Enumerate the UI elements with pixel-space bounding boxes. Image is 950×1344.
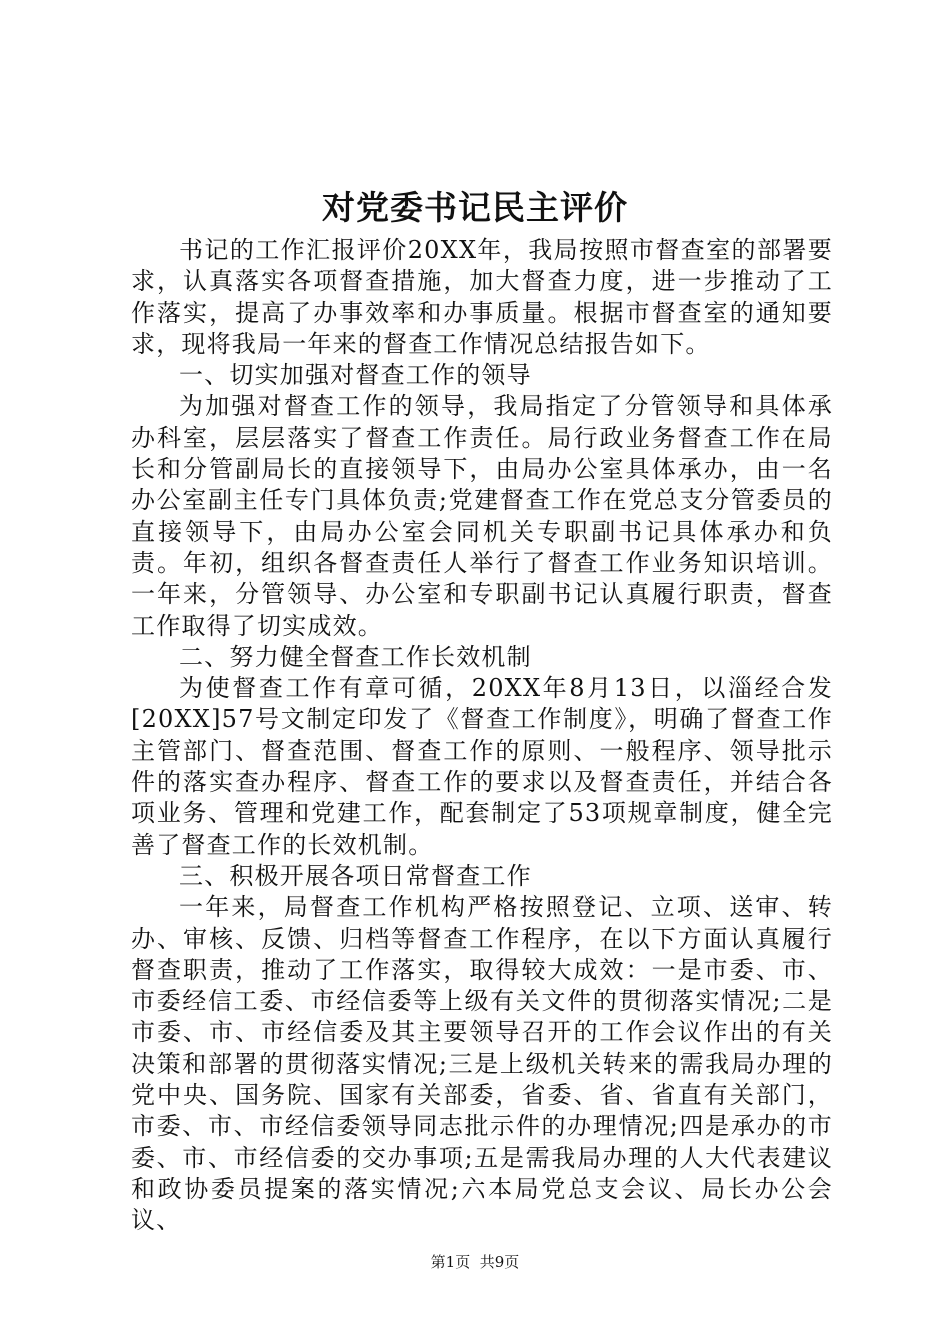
- paragraph-section-1: 为加强对督查工作的领导，我局指定了分管领导和具体承办科室，层层落实了督查工作责任。局行政业务督查工作在局长和分管副局长的直接领导下，由局办公室具体承办，由一名办公室副主任专门具体负责;党建督查工作在党总支分管委员的直接领导下，由局办公室会同机关专职副书记具体承办和负责。年初，组织各督查责任人举行了督查工作业务知识培训。一年来，分管领导、办公室和专职副书记认真履行职责，督查工作取得了切实成效。: [131, 392, 833, 640]
- footer-spacer: [470, 1253, 480, 1271]
- paragraph-intro: 书记的工作汇报评价20XX年，我局按照市督查室的部署要求，认真落实各项督查措施，加大督查力度，进一步推动了工作落实，提高了办事效率和办事质量。根据市督查室的通知要求，现将我局一年来的督查工作情况总结报告如下。: [131, 236, 833, 358]
- page-number: 第1页: [430, 1253, 471, 1271]
- page-footer: [0, 1252, 950, 1272]
- section-heading-3: 三、积极开展各项日常督查工作: [179, 861, 532, 890]
- paragraph-section-2: 为使督查工作有章可循，20XX年8月13日，以淄经合发[20XX]57号文制定印发了《督查工作制度》，明确了督查工作主管部门、督查范围、督查工作的原则、一般程序、领导批示件的落实查办程序、督查工作的要求以及督查责任，并结合各项业务、管理和党建工作，配套制定了53项规章制度，健全完善了督查工作的长效机制。: [131, 674, 833, 859]
- page-total: 共9页: [479, 1253, 520, 1271]
- section-heading-2: 二、努力健全督查工作长效机制: [179, 642, 532, 671]
- paragraph-section-3: 一年来，局督查工作机构严格按照登记、立项、送审、转办、审核、反馈、归档等督查工作程序，在以下方面认真履行督查职责，推动了工作落实，取得较大成效：一是市委、市、市委经信工委、市经信委等上级有关文件的贯彻落实情况;二是市委、市、市经信委及其主要领导召开的工作会议作出的有关决策和部署的贯彻落实情况;三是上级机关转来的需我局办理的党中央、国务院、国家有关部委，省委、省、省直有关部门，市委、市、市经信委领导同志批示件的办理情况;四是承办的市委、市、市经信委的交办事项;五是需我局办理的人大代表建议和政协委员提案的落实情况;六本局党总支会议、局长办公会议、: [131, 893, 833, 1235]
- document-body: [131, 235, 833, 1237]
- section-heading-1: 一、切实加强对督查工作的领导: [179, 361, 532, 390]
- document-title: 对党委书记民主评价: [322, 188, 628, 227]
